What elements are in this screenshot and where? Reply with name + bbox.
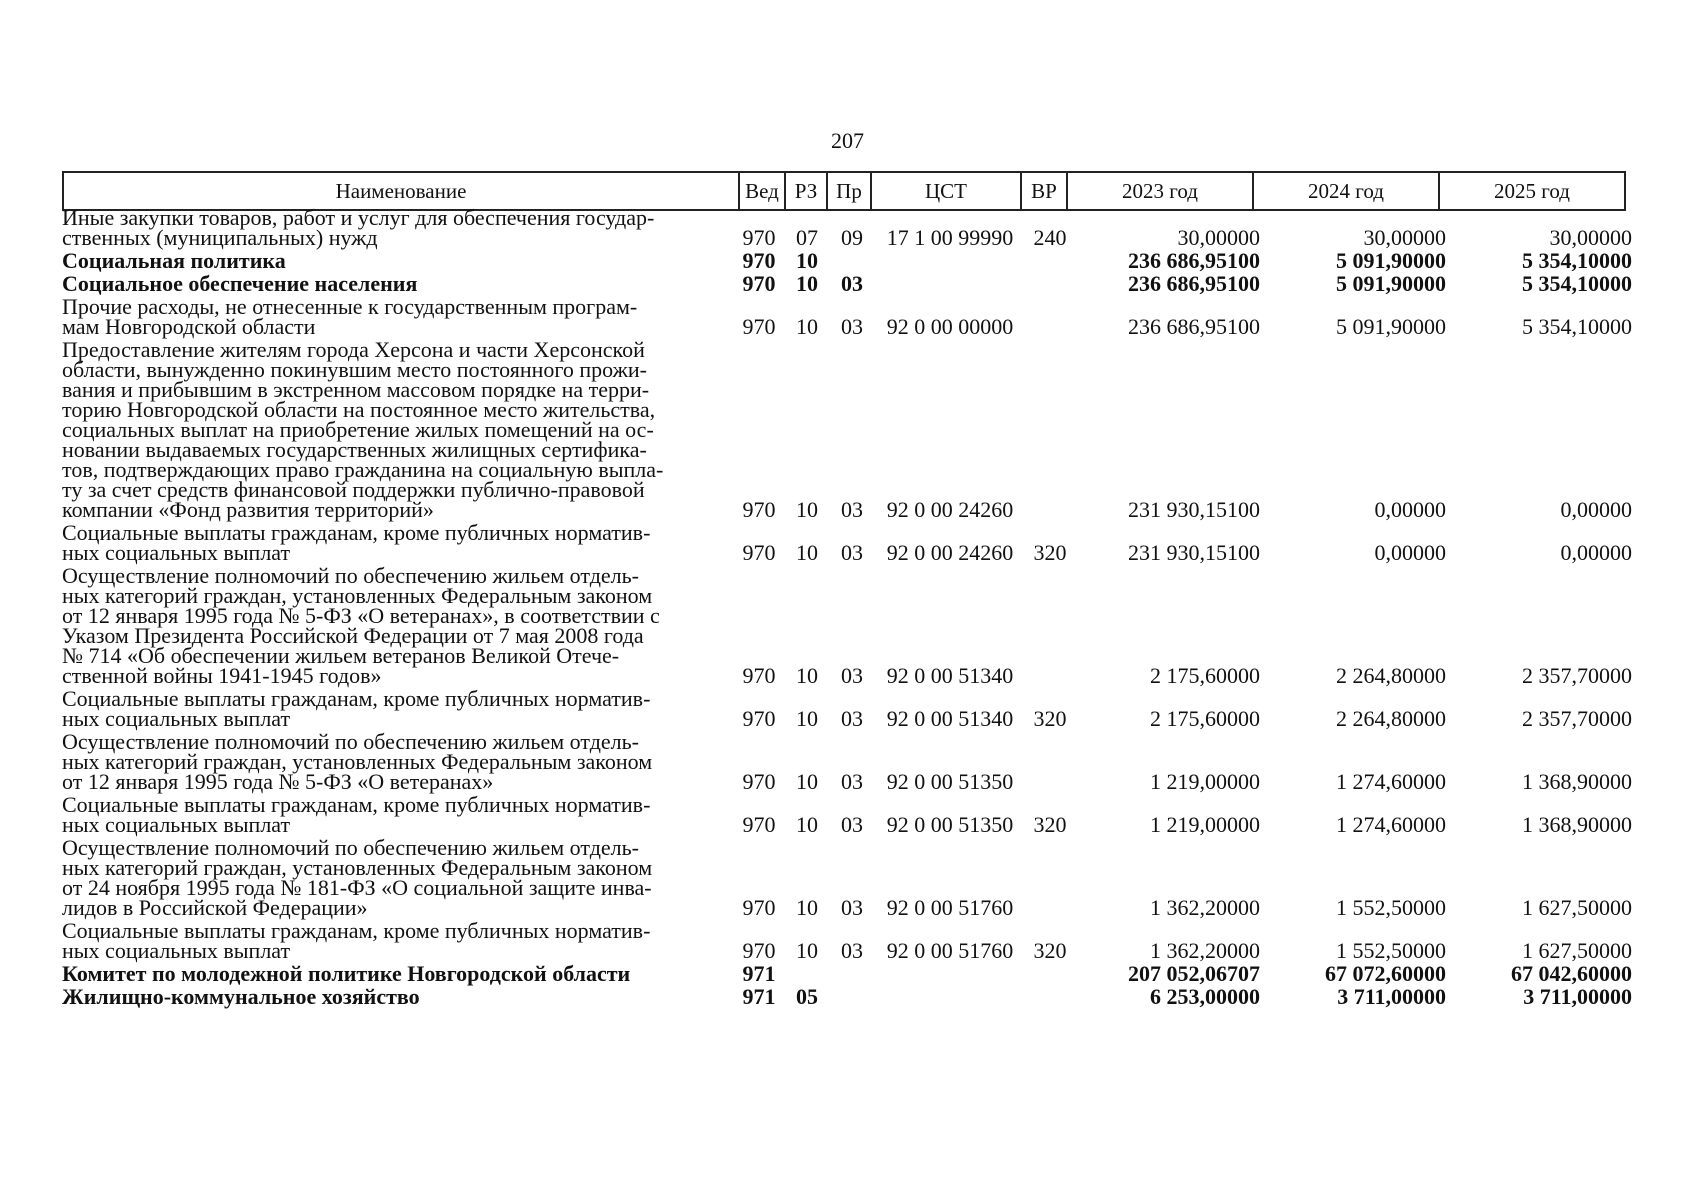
row-ved: 971 [742,984,776,1009]
row-2023: 231 930,15100 [1128,540,1260,565]
row-2023: 1 362,20000 [1150,938,1260,963]
row-ved: 970 [742,706,776,731]
row-name: Социальные выплаты гражданам, кроме публичных норматив- ных социальных выплат [62,686,651,731]
row-name: Осуществление полномочий по обеспечению жильем отдель- ных категорий граждан, установленных Федеральным законом от 24 ноября 1995 года № 181-ФЗ «О социальной защите инва- лидов в Российской Федерации» [62,835,653,920]
row-cst: 92 0 00 51760 [886,938,1014,963]
row-cst: 92 0 00 51340 [886,663,1014,688]
row-rz: 10 [796,497,818,522]
table-row [62,563,1650,688]
row-2025: 5 354,10000 [1522,248,1632,273]
header-ved: Вед [738,171,786,211]
row-2024: 1 274,60000 [1336,769,1446,794]
header-2023: 2023 год [1066,171,1254,211]
row-name: Комитет по молодежной политике Новгородской области [62,961,631,986]
table-row [62,205,1650,250]
table-row [62,248,1650,273]
header-name: Наименование [62,171,740,211]
header-pr: Пр [826,171,872,211]
row-2024: 1 552,50000 [1336,895,1446,920]
row-name: Социальные выплаты гражданам, кроме публичных норматив- ных социальных выплат [62,792,651,837]
row-2024: 30,00000 [1363,225,1446,250]
row-ved: 970 [742,663,776,688]
row-rz: 10 [796,769,818,794]
table-row [62,918,1650,963]
row-pr: 03 [841,497,863,522]
row-2024: 1 274,60000 [1336,812,1446,837]
header-vr: ВР [1020,171,1068,211]
row-ved: 970 [742,812,776,837]
row-ved: 970 [742,248,776,273]
row-name: Предоставление жителям города Херсона и части Херсонской области, вынужденно покинувшим место постоянного прожи- вания и прибывшим в экстренном массовом порядке на терри- торию Новгородской области на постоянное место жительства, социальных выплат на приобретение жилых помещений на ос- новании выдаваемых государственных жилищных сертифика- тов, подтверждающих право гражданина на социальную выпла- ту за счет средств финансовой поддержки публично-правовой компании «Фонд развития территорий» [62,337,664,522]
row-name: Осуществление полномочий по обеспечению жильем отдель- ных категорий граждан, установленных Федеральным законом от 12 января 1995 года № 5-ФЗ «О ветеранах» [62,729,653,794]
header-rz: РЗ [784,171,828,211]
row-rz: 10 [796,271,818,296]
row-2025: 5 354,10000 [1522,314,1632,339]
row-2023: 1 219,00000 [1150,812,1260,837]
row-pr: 03 [841,938,863,963]
page-number: 207 [831,128,864,153]
row-vr: 320 [1033,938,1067,963]
row-rz: 10 [796,812,818,837]
table-row [62,337,1650,522]
table-row [62,961,1650,986]
row-cst: 92 0 00 51350 [886,812,1014,837]
table-row [62,271,1650,296]
row-cst: 92 0 00 00000 [886,314,1014,339]
row-ved: 970 [742,497,776,522]
row-2023: 2 175,60000 [1150,706,1260,731]
row-2024: 1 552,50000 [1336,938,1446,963]
row-pr: 09 [841,225,863,250]
row-name: Социальное обеспечение населения [62,271,418,296]
row-2023: 207 052,06707 [1128,961,1260,986]
row-pr: 03 [841,769,863,794]
row-ved: 971 [742,961,776,986]
row-name: Осуществление полномочий по обеспечению жильем отдель- ных категорий граждан, установленных Федеральным законом от 12 января 1995 года № 5-ФЗ «О ветеранах», в соответствии с Указом Президента Российской Федерации от 7 мая 2008 года № 714 «Об обеспечении жильем ветеранов Великой Отече- ственной войны 1941-1945 годов» [62,563,660,688]
row-name: Прочие расходы, не отнесенные к государственным програм- мам Новгородской области [62,294,638,339]
row-2025: 1 627,50000 [1522,938,1632,963]
row-rz: 10 [796,540,818,565]
header-2025: 2025 год [1438,171,1626,211]
row-vr: 320 [1033,540,1067,565]
row-2025: 1 368,90000 [1522,769,1632,794]
row-2025: 2 357,70000 [1522,706,1632,731]
row-name: Социальные выплаты гражданам, кроме публичных норматив- ных социальных выплат [62,918,651,963]
row-2025: 0,00000 [1560,497,1632,522]
table-row [62,835,1650,920]
table-row [62,686,1650,731]
row-ved: 970 [742,938,776,963]
row-ved: 970 [742,225,776,250]
table-body [62,205,1650,1010]
row-pr: 03 [841,314,863,339]
row-2023: 30,00000 [1177,225,1260,250]
row-pr: 03 [841,540,863,565]
row-rz: 10 [796,706,818,731]
table-row [62,729,1650,794]
row-rz: 10 [796,248,818,273]
row-name: Жилищно-коммунальное хозяйство [62,984,420,1009]
row-2025: 1 368,90000 [1522,812,1632,837]
row-ved: 970 [742,769,776,794]
row-cst: 92 0 00 51340 [886,706,1014,731]
row-2024: 5 091,90000 [1336,271,1446,296]
row-rz: 05 [796,984,818,1009]
table-row [62,792,1650,837]
row-name: Социальные выплаты гражданам, кроме публичных норматив- ных социальных выплат [62,520,651,565]
row-2023: 1 362,20000 [1150,895,1260,920]
row-2023: 236 686,95100 [1128,271,1260,296]
row-ved: 970 [742,314,776,339]
header-2024: 2024 год [1252,171,1440,211]
row-rz: 07 [796,225,818,250]
row-2023: 6 253,00000 [1150,984,1260,1009]
row-2024: 5 091,90000 [1336,314,1446,339]
row-2025: 2 357,70000 [1522,663,1632,688]
row-2024: 67 072,60000 [1325,961,1446,986]
row-rz: 10 [796,314,818,339]
header-cst: ЦСТ [870,171,1022,211]
row-2025: 67 042,60000 [1511,961,1632,986]
row-2024: 2 264,80000 [1336,706,1446,731]
row-pr: 03 [841,706,863,731]
row-vr: 240 [1033,225,1067,250]
row-2025: 30,00000 [1549,225,1632,250]
row-cst: 92 0 00 24260 [886,540,1014,565]
row-name: Социальная политика [62,248,286,273]
row-cst: 92 0 00 51350 [886,769,1014,794]
row-pr: 03 [841,663,863,688]
row-2025: 0,00000 [1560,540,1632,565]
row-cst: 92 0 00 51760 [886,895,1014,920]
row-2024: 5 091,90000 [1336,248,1446,273]
row-name: Иные закупки товаров, работ и услуг для обеспечения государ- ственных (муниципальных) нужд [62,205,655,250]
row-2024: 3 711,00000 [1337,984,1446,1009]
row-2024: 0,00000 [1374,540,1446,565]
row-2023: 231 930,15100 [1128,497,1260,522]
row-2025: 3 711,00000 [1523,984,1632,1009]
row-pr: 03 [841,812,863,837]
row-2024: 0,00000 [1374,497,1446,522]
row-2025: 5 354,10000 [1522,271,1632,296]
row-rz: 10 [796,938,818,963]
row-2023: 1 219,00000 [1150,769,1260,794]
row-ved: 970 [742,895,776,920]
row-cst: 17 1 00 99990 [886,225,1014,250]
row-2024: 2 264,80000 [1336,663,1446,688]
row-2023: 236 686,95100 [1128,248,1260,273]
row-vr: 320 [1033,706,1067,731]
row-rz: 10 [796,895,818,920]
table-row [62,984,1650,1009]
row-vr: 320 [1033,812,1067,837]
row-2023: 236 686,95100 [1128,314,1260,339]
table-row [62,294,1650,339]
row-rz: 10 [796,663,818,688]
row-cst: 92 0 00 24260 [886,497,1014,522]
row-2023: 2 175,60000 [1150,663,1260,688]
table-row [62,520,1650,565]
row-ved: 970 [742,271,776,296]
row-pr: 03 [841,895,863,920]
row-ved: 970 [742,540,776,565]
row-2025: 1 627,50000 [1522,895,1632,920]
row-pr: 03 [841,271,863,296]
